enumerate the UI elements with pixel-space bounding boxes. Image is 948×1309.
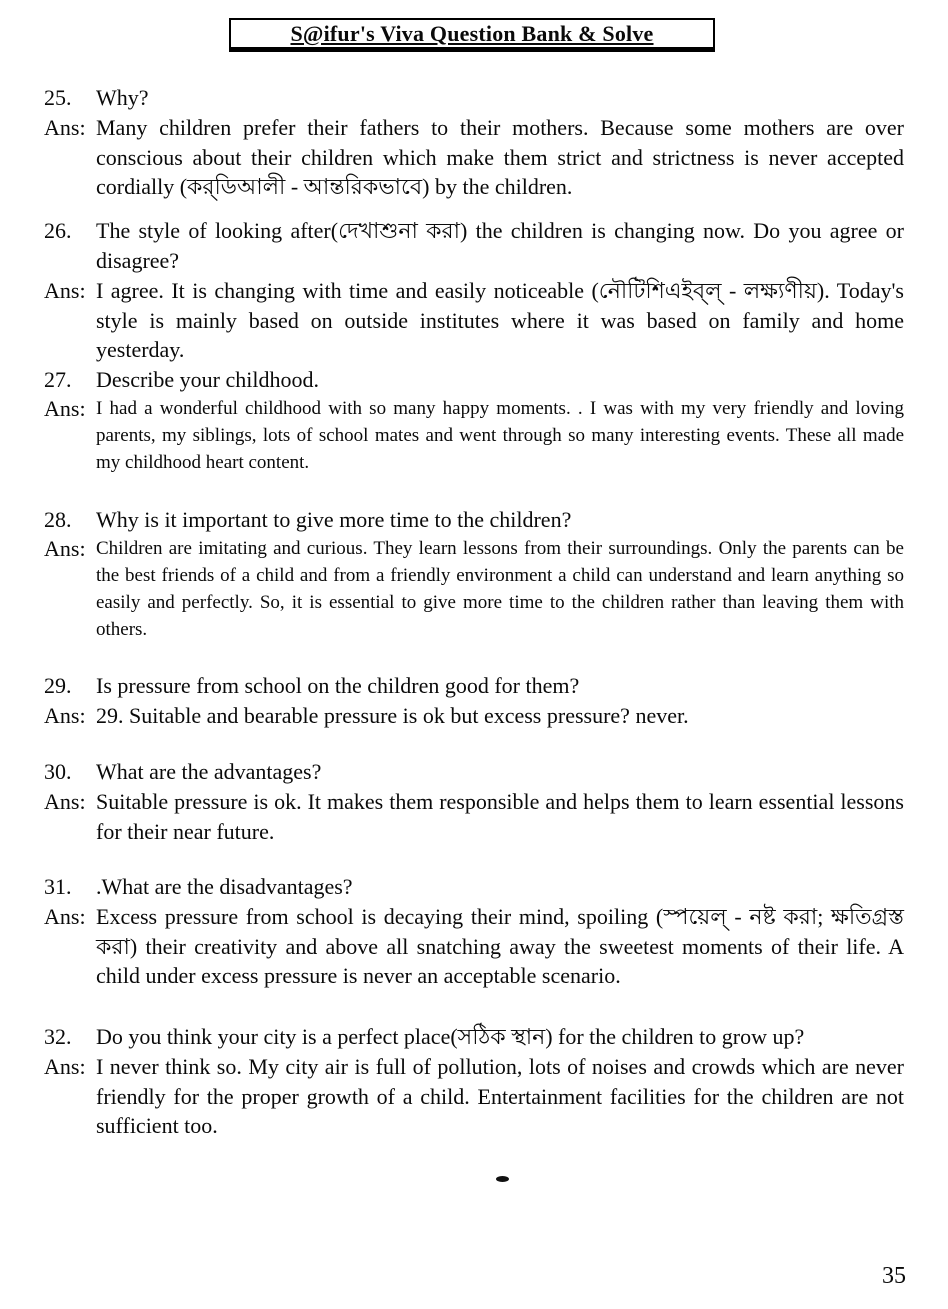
- answer-row: [44, 535, 904, 643]
- qa-item-29: [44, 671, 904, 731]
- answer-label: Ans:: [44, 904, 86, 929]
- answer-label: Ans:: [44, 278, 86, 303]
- answer-label: Ans:: [44, 536, 86, 561]
- question-number: 29.: [44, 673, 72, 698]
- qa-item-26: [44, 216, 904, 365]
- qa-item-31: [44, 872, 904, 991]
- question-text: Why is it important to give more time to the children?: [96, 507, 572, 532]
- question-row: [44, 757, 904, 787]
- qa-item-30: [44, 757, 904, 846]
- question-text: What are the advantages?: [96, 759, 322, 784]
- question-number: 28.: [44, 507, 72, 532]
- question-row: [44, 671, 904, 701]
- answer-label: Ans:: [44, 115, 86, 140]
- page-number: 35: [882, 1263, 906, 1289]
- answer-row: [44, 1052, 904, 1141]
- answer-row: [44, 113, 904, 202]
- question-number: 25.: [44, 85, 72, 110]
- question-number: 31.: [44, 874, 72, 899]
- question-row: [44, 83, 904, 113]
- answer-text: I never think so. My city air is full of pollution, lots of noises and crowds which are never friendly for the proper growth of a child. Entertainment facilities for the children are not sufficient too.: [96, 1054, 904, 1138]
- question-number: 32.: [44, 1024, 72, 1049]
- question-text: Is pressure from school on the children good for them?: [96, 673, 580, 698]
- answer-text: Children are imitating and curious. They learn lessons from their surroundings. Only the parents can be the best friends of a child and from a friendly environment a child can understand and learn anything so easily and perfectly. So, it is essential to give more time to the children rather than leaving them with others.: [96, 538, 904, 640]
- answer-row: [44, 787, 904, 846]
- question-text: Describe your childhood.: [96, 367, 319, 392]
- header-title: S@ifur's Viva Question Bank & Solve: [290, 20, 654, 46]
- answer-text: Many children prefer their fathers to their mothers. Because some mothers are over conscious about their children which make them strict and strictness is never accepted cordially (কর্‌ডিআলী - আন্তরিকভাবে) by the children.: [96, 115, 904, 199]
- qa-item-25: [44, 83, 904, 202]
- answer-text: Suitable pressure is ok. It makes them responsible and helps them to learn essential lessons for their near future.: [96, 789, 904, 844]
- answer-label: Ans:: [44, 1054, 86, 1079]
- qa-item-27: [44, 365, 904, 476]
- answer-label: Ans:: [44, 789, 86, 814]
- answer-row: [44, 902, 904, 991]
- question-row: [44, 505, 904, 535]
- answer-text: 29. Suitable and bearable pressure is ok but excess pressure? never.: [96, 703, 689, 728]
- answer-text: I had a wonderful childhood with so many happy moments. . I was with my very friendly and loving parents, my siblings, lots of school mates and went through so many interesting events. These all made my childhood heart content.: [96, 398, 904, 473]
- question-row: [44, 216, 904, 276]
- question-text: Do you think your city is a perfect place(সঠিক স্থান) for the children to grow up?: [96, 1024, 805, 1049]
- question-text: Why?: [96, 85, 149, 110]
- answer-text: Excess pressure from school is decaying their mind, spoiling (স্পয়েল্‌ - নষ্ট করা; ক্ষতিগ্রস্ত করা) their creativity and above all snatching away the sweetest moments of their life. A child under excess pressure is never an acceptable scenario.: [96, 904, 904, 988]
- question-row: [44, 365, 904, 395]
- question-row: [44, 1022, 904, 1052]
- question-text: The style of looking after(দেখাশুনা করা) the children is changing now. Do you agree or disagree?: [96, 218, 904, 273]
- answer-row: [44, 276, 904, 365]
- answer-row: [44, 395, 904, 476]
- qa-item-28: [44, 505, 904, 643]
- answer-text: I agree. It is changing with time and easily noticeable (নৌটিশিএইব্‌ল্‌ - লক্ষ্যণীয়). Today's style is mainly based on outside institutes where it was based on family and home yesterday.: [96, 278, 904, 362]
- question-row: [44, 872, 904, 902]
- ink-mark: [496, 1176, 509, 1182]
- qa-item-32: [44, 1022, 904, 1141]
- question-number: 30.: [44, 759, 72, 784]
- question-text: .What are the disadvantages?: [96, 874, 353, 899]
- question-number: 26.: [44, 218, 72, 243]
- answer-label: Ans:: [44, 703, 86, 728]
- answer-row: [44, 701, 904, 731]
- question-number: 27.: [44, 367, 72, 392]
- page-header: [229, 18, 715, 52]
- answer-label: Ans:: [44, 396, 86, 421]
